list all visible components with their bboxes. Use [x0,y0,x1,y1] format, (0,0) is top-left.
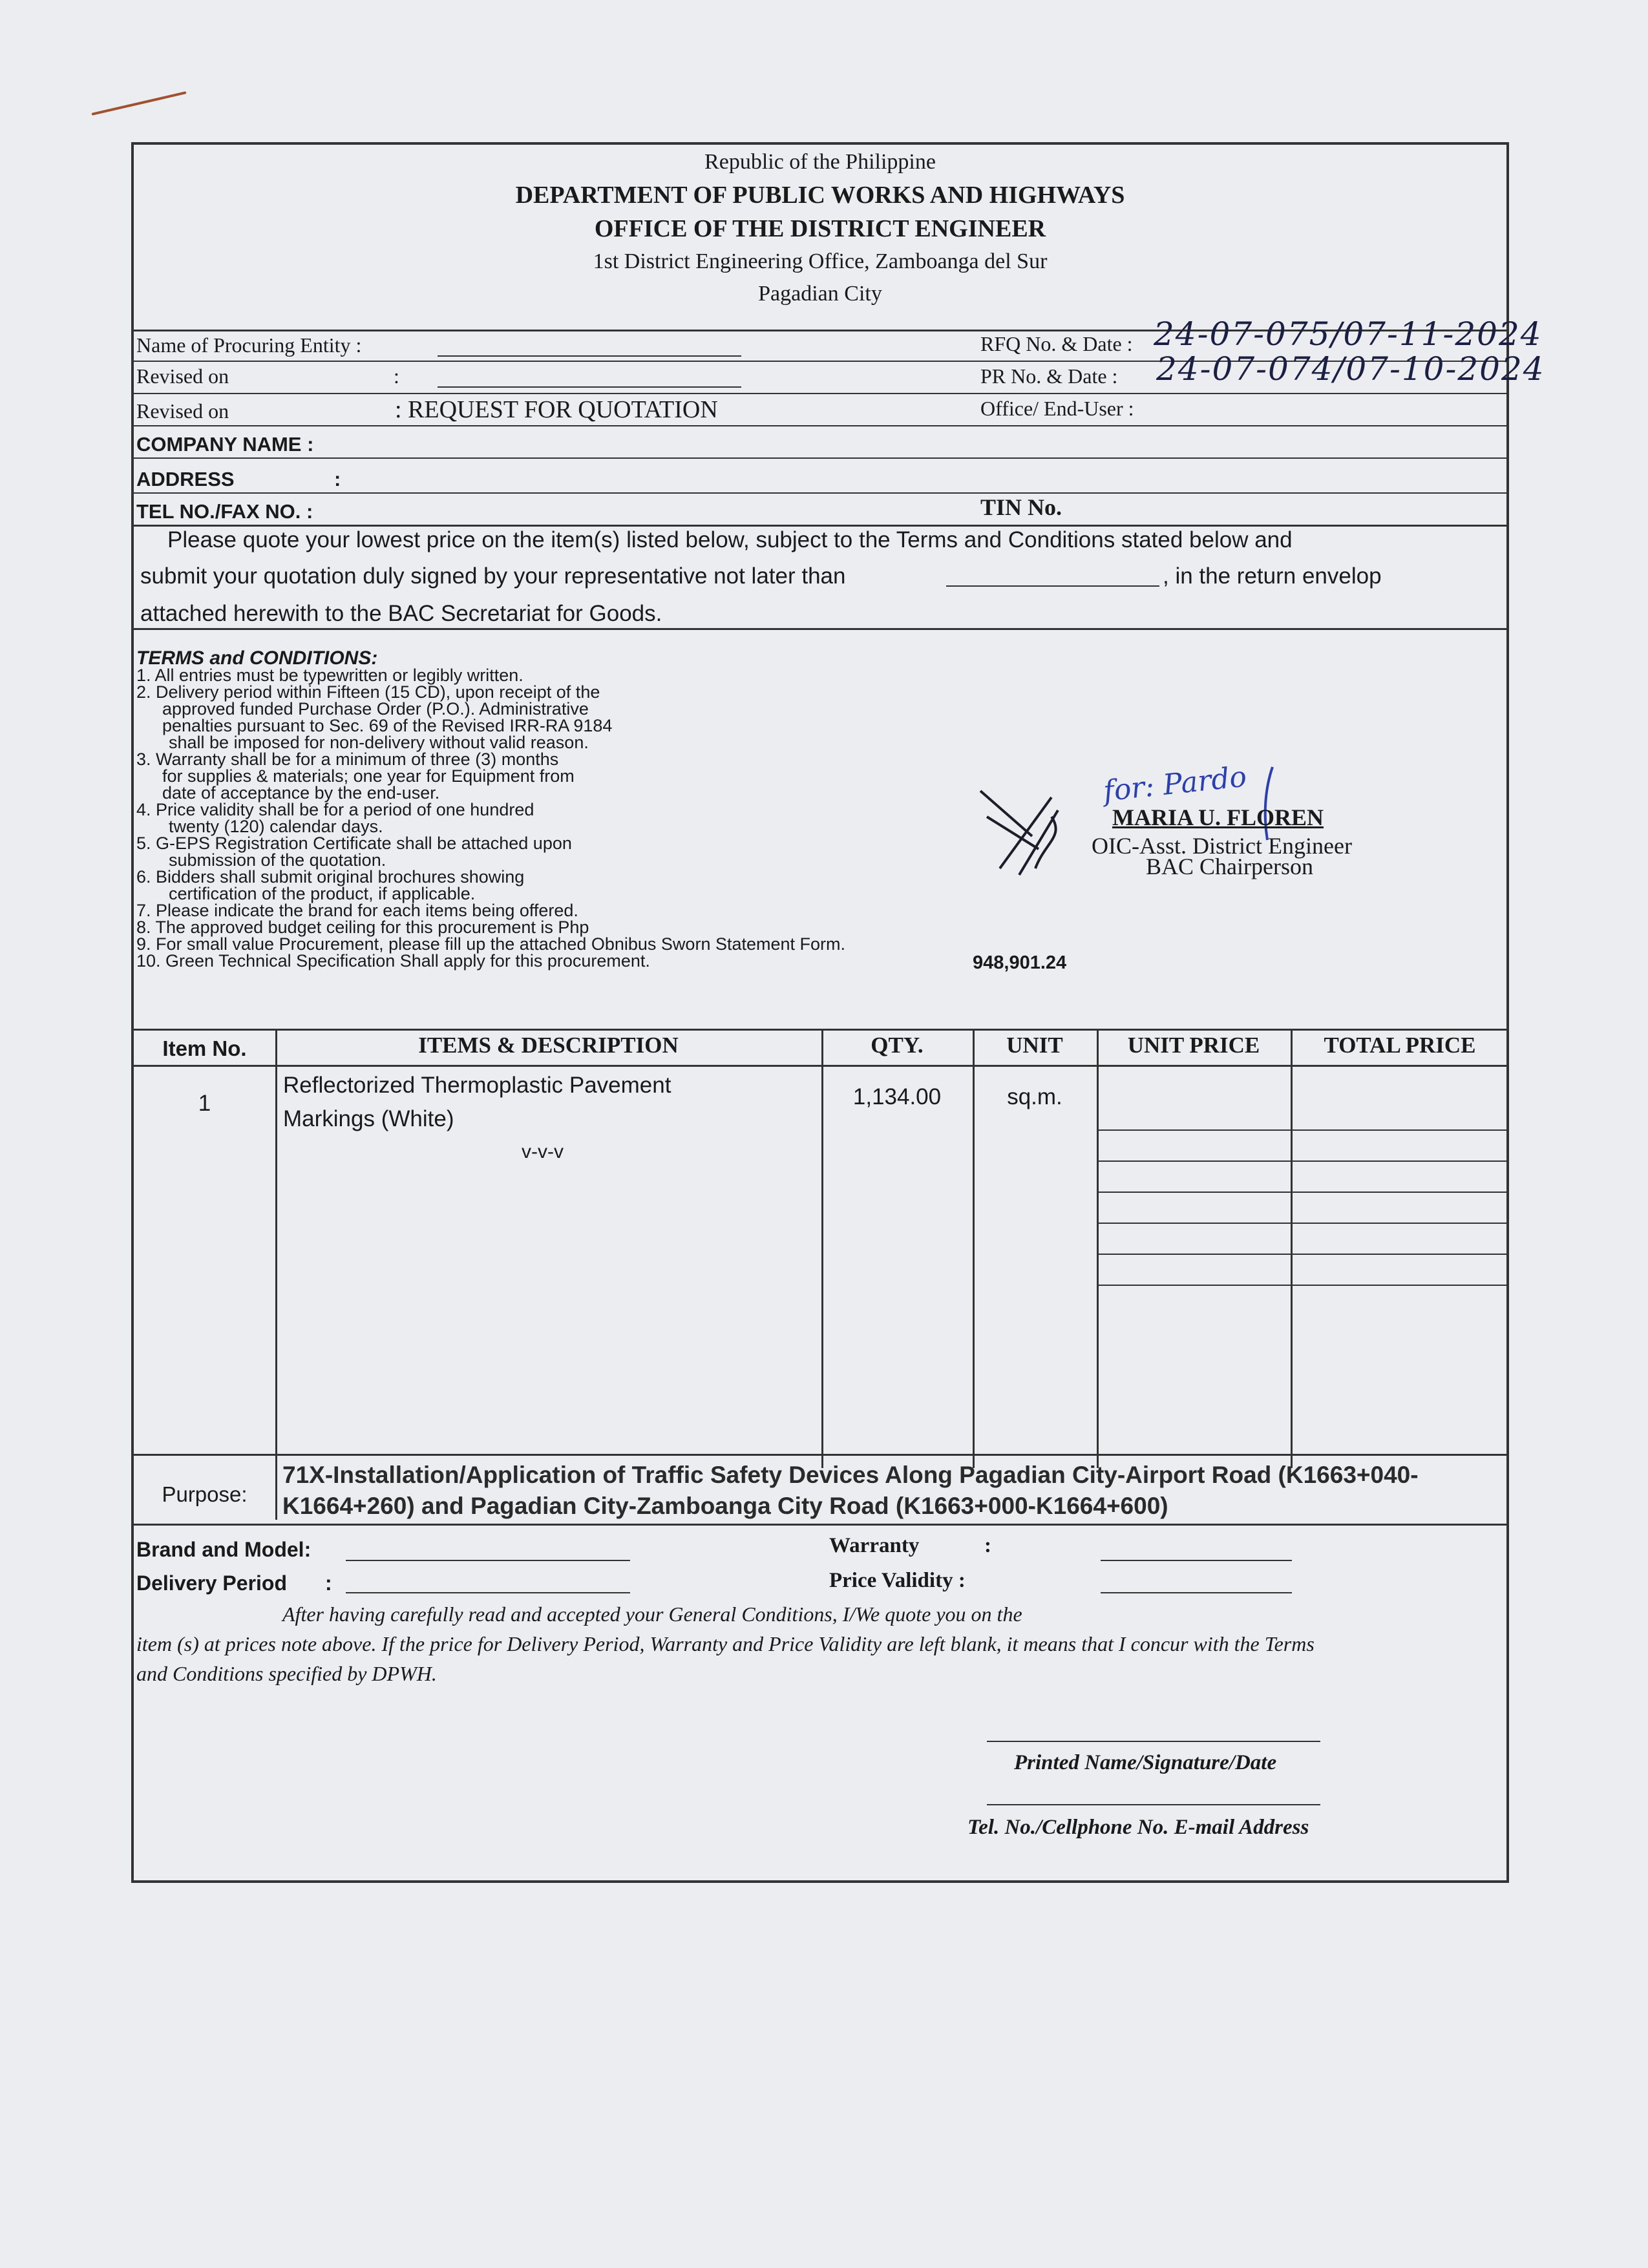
delivery-colon: : [325,1571,332,1595]
deadline-field[interactable] [946,585,1159,587]
signature-field[interactable] [987,1741,1320,1742]
col-header-unit: UNIT [1006,1033,1063,1058]
terms-line: for supplies & materials; one year for Equipment from [162,766,575,786]
form-type: : REQUEST FOR QUOTATION [395,396,718,423]
col-header-total-price: TOTAL PRICE [1324,1033,1476,1058]
contact-label: Tel. No./Cellphone No. E-mail Address [967,1816,1309,1839]
items-bottom-border [134,1454,1506,1456]
divider [134,628,1506,630]
statement-line3: and Conditions specified by DPWH. [136,1662,437,1685]
item-no: 1 [198,1091,211,1116]
item-end-marker: v-v-v [522,1141,564,1162]
instruction-line2a: submit your quotation duly signed by your representative not later than [140,563,846,589]
col-header-item-no: Item No. [162,1036,247,1060]
terms-line: 7. Please indicate the brand for each items being offered. [136,901,578,920]
header-office: OFFICE OF THE DISTRICT ENGINEER [594,215,1046,242]
header-district: 1st District Engineering Office, Zamboanga del Sur [593,249,1048,273]
contact-field[interactable] [987,1804,1320,1805]
terms-line: 2. Delivery period within Fifteen (15 CD), upon receipt of the [136,682,600,702]
signatory-title: OIC-Asst. District Engineer [1092,833,1352,859]
divider [134,457,1506,459]
item-description-line1: Reflectorized Thermoplastic Pavement [283,1073,671,1098]
pen-mark [91,91,186,116]
table-top-border [134,1029,1506,1031]
revised-on-field[interactable] [438,386,741,388]
price-line [1097,1223,1509,1224]
divider [134,393,1506,394]
rfq-label: RFQ No. & Date : [980,332,1133,355]
price-line [1097,1129,1509,1131]
terms-line: 6. Bidders shall submit original brochures showing [136,867,525,887]
office-label: Office/ End-User : [980,397,1134,420]
terms-line: 5. G-EPS Registration Certificate shall be attached upon [136,834,572,853]
terms-line: approved funded Purchase Order (P.O.). Administrative [162,699,589,719]
terms-line: submission of the quotation. [169,850,386,870]
terms-line: 3. Warranty shall be for a minimum of three (3) months [136,750,559,769]
item-description-line2: Markings (White) [283,1106,454,1131]
terms-line: certification of the product, if applicable. [169,884,476,903]
statement-line1: After having carefully read and accepted your General Conditions, I/We quote you on the [282,1602,1022,1626]
col-header-description: ITEMS & DESCRIPTION [418,1033,679,1058]
company-label: COMPANY NAME : [136,433,314,456]
price-validity-field[interactable] [1101,1592,1292,1593]
col-header-qty: QTY. [871,1033,924,1058]
purpose-line1: 71X-Installation/Application of Traffic Safety Devices Along Pagadian City-Airport Road (K1663+040- [282,1462,1419,1488]
purpose-bottom-border [134,1524,1506,1526]
brand-field[interactable] [346,1560,630,1561]
price-line [1097,1285,1509,1286]
brand-label: Brand and Model: [136,1538,312,1561]
instruction-line2b: , in the return envelop [1163,563,1382,589]
pr-value: 24-07-074/07-10-2024 [1156,350,1545,388]
terms-line: 8. The approved budget ceiling for this procurement is Php [136,918,589,937]
signature-label: Printed Name/Signature/Date [1014,1751,1277,1774]
delivery-field[interactable] [346,1592,630,1593]
terms-line: 10. Green Technical Specification Shall apply for this procurement. [136,951,650,971]
revised-on-label-2: Revised on [136,399,229,423]
item-unit: sq.m. [1007,1084,1062,1109]
header-row-border [134,1065,1506,1067]
signatory-role: BAC Chairperson [1146,854,1313,879]
address-colon: : [334,468,341,490]
divider [134,492,1506,494]
terms-line: shall be imposed for non-delivery without valid reason. [169,733,589,752]
divider [134,425,1506,426]
price-validity-label: Price Validity : [829,1569,966,1592]
budget-amount: 948,901.24 [973,952,1067,973]
col-divider [275,1029,277,1520]
item-qty: 1,134.00 [852,1084,942,1109]
rfq-value: 24-07-075/07-11-2024 [1154,315,1543,353]
address-label: ADDRESS [136,468,235,490]
col-divider [1097,1029,1099,1468]
statement-line2: item (s) at prices note above. If the price for Delivery Period, Warranty and Price Validity are left blank, it means that I concur with the Terms [136,1632,1315,1655]
warranty-label: Warranty [829,1534,920,1557]
col-divider [1291,1029,1293,1468]
price-line [1097,1160,1509,1162]
terms-line: date of acceptance by the end-user. [162,783,440,803]
purpose-label: Purpose: [162,1482,248,1506]
instruction-line1: Please quote your lowest price on the item(s) listed below, subject to the Terms and Conditions stated below and [167,527,1293,552]
signatory-name: MARIA U. FLOREN [1112,804,1324,830]
price-line [1097,1192,1509,1193]
warranty-colon: : [984,1534,991,1557]
terms-line: twenty (120) calendar days. [169,817,383,836]
terms-line: 9. For small value Procurement, please fill up the attached Obnibus Sworn Statement Form. [136,934,846,954]
initials-signature-icon [974,778,1071,881]
tel-label: TEL NO./FAX NO. : [136,500,313,523]
terms-line: penalties pursuant to Sec. 69 of the Revised IRR-RA 9184 [162,716,613,735]
rfq-form [131,142,1545,1883]
terms-title: TERMS and CONDITIONS: [136,647,378,669]
col-header-unit-price: UNIT PRICE [1127,1033,1260,1058]
procuring-entity-label: Name of Procuring Entity : [136,333,362,357]
tin-label: TIN No. [980,494,1062,520]
divider [134,525,1506,527]
instruction-line3: attached herewith to the BAC Secretariat for Goods. [140,601,662,626]
pr-label: PR No. & Date : [980,364,1118,388]
warranty-field[interactable] [1101,1560,1292,1561]
terms-line: 1. All entries must be typewritten or legibly written. [136,666,523,685]
for-signature: for: Pardo [1101,760,1249,808]
header-city: Pagadian City [758,282,882,306]
header-republic: Republic of the Philippine [704,150,936,174]
price-line [1097,1254,1509,1255]
procuring-entity-field[interactable] [438,355,741,357]
terms-list [136,667,845,969]
purpose-line2: K1664+260) and Pagadian City-Zamboanga City Road (K1663+000-K1664+600) [282,1493,1168,1519]
terms-line: 4. Price validity shall be for a period of one hundred [136,800,534,819]
revised-on-label: Revised on [136,364,229,388]
header-department: DEPARTMENT OF PUBLIC WORKS AND HIGHWAYS [515,182,1125,209]
delivery-label: Delivery Period [136,1571,287,1595]
revised-on-colon: : [394,364,399,388]
